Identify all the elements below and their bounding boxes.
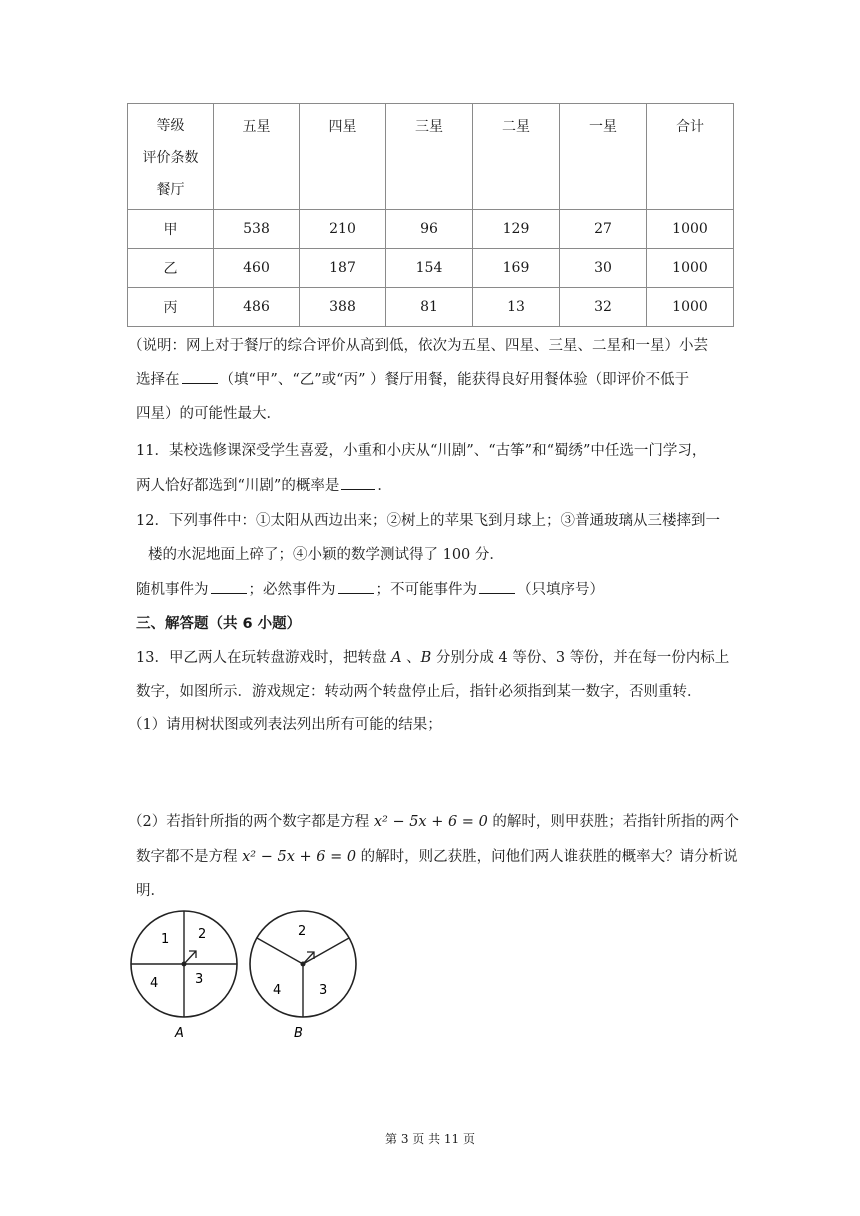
q13-line-1 [136,646,729,667]
spinner-figure [125,910,385,1040]
table-cell: 1000 [647,288,734,327]
table-header-cell: 四星 [300,104,386,210]
spinner-b-divider [257,938,303,964]
corner-label-count: 评价条数 [142,150,199,166]
table-header-cell: 三星 [386,104,473,210]
q10-answer-line [136,368,689,389]
table-cell: 32 [560,288,647,327]
q13-part2-text-a: （2）若指针所指的两个数字都是方程 [128,814,374,830]
table-header-row [128,104,734,210]
q13-part-2-line-3: 明． [136,883,165,899]
spinner-b-label: B [294,1026,303,1040]
rating-table [127,103,734,327]
table-cell: 210 [300,210,386,249]
q13-part2-text-c: 数字都不是方程 [136,849,243,865]
spinner-b-number: 2 [298,924,307,939]
q12-line-1: 12．下列事件中：①太阳从西边出来；②树上的苹果飞到月球上；③普通玻璃从三楼摔到一 [136,513,720,529]
q10-conclusion-line: 四星）的可能性最大． [136,406,281,422]
q13-disk-b: B [420,650,432,666]
q11-answer-blank [341,475,375,490]
table-row [128,210,734,249]
q12-text-certain: ；必然事件为 [248,582,336,598]
corner-label-restaurant: 餐厅 [156,182,185,198]
table-header-cell: 合计 [647,104,734,210]
q10-text-b: （填“甲”、“乙”或“丙” ）餐厅用餐，能获得良好用餐体验（即评价不低于 [219,372,690,388]
equation: x² − 5x + 6 = 0 [373,814,488,830]
spinner-a-number: 1 [161,932,170,947]
spinner-a [131,911,237,1040]
table-cell: 13 [473,288,560,327]
table-corner-cell [128,104,214,210]
q12-text-random: 随机事件为 [136,582,209,598]
spinner-a-label: A [175,1026,184,1040]
table-cell: 154 [386,249,473,288]
q12-text-impossible: ；不可能事件为 [375,582,477,598]
table-cell: 388 [300,288,386,327]
spinner-b [250,911,356,1040]
section-heading: 三、解答题（共 6 小题） [136,616,302,632]
q13-part-1: （1）请用树状图或列表法列出所有可能的结果； [128,717,442,733]
table-row-name: 甲 [128,210,214,249]
q12-line-2: 楼的水泥地面上碎了；④小颖的数学测试得了 100 分． [148,547,504,563]
table-cell: 460 [214,249,300,288]
table-cell: 169 [473,249,560,288]
table-row [128,249,734,288]
pointer-arrow-icon [184,951,196,964]
q13-disk-a: A [391,650,402,666]
spinner-b-divider [303,938,349,964]
q11-line-2 [136,474,392,495]
table-cell: 1000 [647,249,734,288]
table-header-cell: 五星 [214,104,300,210]
q12-impossible-blank [479,579,515,594]
q13-part-2-line-1 [128,810,739,831]
table-header-cell: 一星 [560,104,647,210]
corner-label-grade: 等级 [156,118,185,134]
spinner-b-number: 3 [319,983,328,998]
q10-text-a: 选择在 [136,372,180,388]
spinner-a-number: 3 [195,972,204,987]
table-cell: 81 [386,288,473,327]
table-cell: 30 [560,249,647,288]
q13-text-b: 、 [401,650,421,666]
q13-part2-text-d: 的解时，则乙获胜，问他们两人谁获胜的概率大？请分析说 [356,849,738,865]
table-row [128,288,734,327]
q12-random-blank [211,579,247,594]
spinner-a-number: 2 [198,927,207,942]
q13-text-c: 分别分成 4 等份、3 等份，并在每一份内标上 [431,650,730,666]
table-cell: 538 [214,210,300,249]
q13-part2-text-b: 的解时，则甲获胜；若指针所指的两个 [487,814,739,830]
q11-text-b: ． [377,478,392,494]
table-cell: 27 [560,210,647,249]
q12-text-note: （只填序号） [517,582,604,598]
q11-line-1: 11．某校选修课深受学生喜爱，小重和小庆从“川剧”、“古筝”和“蜀绣”中任选一门学习， [136,443,707,459]
q10-answer-blank [182,369,218,384]
spinner-b-number: 4 [273,983,282,998]
q13-text-a: 13．甲乙两人在玩转盘游戏时，把转盘 [136,650,392,666]
table-cell: 129 [473,210,560,249]
page-footer: 第 3 页 共 11 页 [385,1132,475,1146]
table-cell: 1000 [647,210,734,249]
table-cell: 486 [214,288,300,327]
q13-part-2-line-2 [136,845,738,866]
table-cell: 187 [300,249,386,288]
q12-certain-blank [338,579,374,594]
table-cell: 96 [386,210,473,249]
table-header-cell: 二星 [473,104,560,210]
table-row-name: 丙 [128,288,214,327]
equation: x² − 5x + 6 = 0 [242,849,357,865]
q11-text-a: 两人恰好都选到“川剧”的概率是 [136,478,340,494]
spinner-a-number: 4 [150,976,159,991]
table-row-name: 乙 [128,249,214,288]
q13-line-2: 数字，如图所示．游戏规定：转动两个转盘停止后，指针必须指到某一数字，否则重转． [136,684,702,700]
q12-line-3 [136,578,604,599]
q10-note-line: （说明：网上对于餐厅的综合评价从高到低，依次为五星、四星、三星、二星和一星）小芸 [128,338,708,354]
